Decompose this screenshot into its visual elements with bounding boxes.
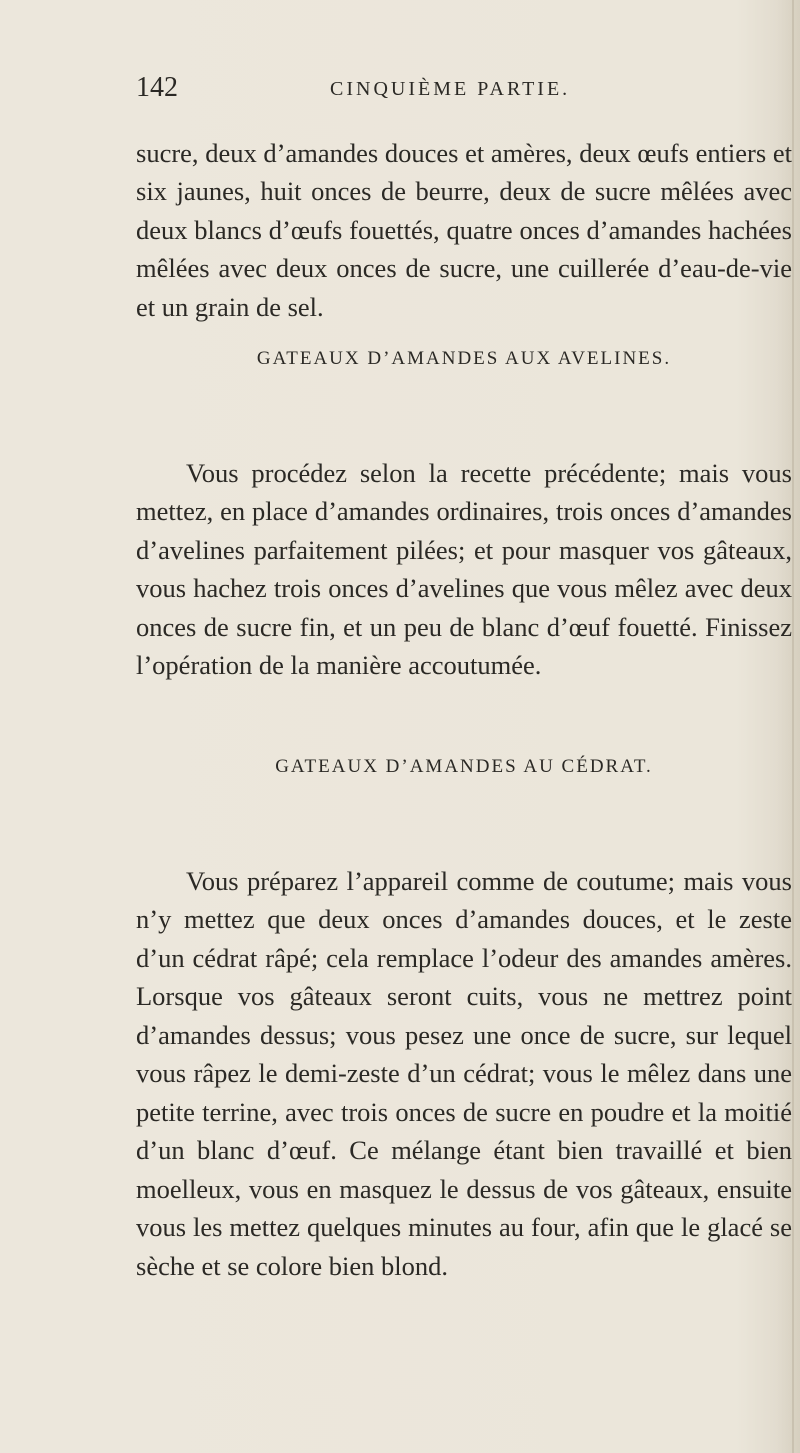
paragraph-continued: sucre, deux d’amandes douces et amères, deux œufs entiers et six jaunes, huit onces de beurre, deux de sucre mêlées avec deux blancs d’œufs fouettés, quatre onces d’amandes hachées mêlées avec deux onces de sucre, une cuillerée d’eau-de-vie et un grain de sel. xyxy=(136,137,792,322)
page-header xyxy=(136,72,796,112)
section-title-avelines: GATEAUX D’AMANDES AUX AVELINES. xyxy=(256,348,672,369)
page-number: 142 xyxy=(136,72,178,103)
page-edge xyxy=(792,0,794,1453)
section-text-cedrat: Vous préparez l’appareil comme de coutume; mais vous n’y mettez que deux onces d’amandes douces, et le zeste d’un cédrat râpé; cela remplace l’odeur des amandes amères. Lorsque vos gâteaux seront cuits, vous ne mettrez point d’amandes dessus; vous pesez une once de sucre, sur lequel vous râpez le demi-zeste d’un cédrat; vous le mêlez dans une petite terrine, avec trois onces de sucre en poudre et la moitié d’un blanc d’œuf. Ce mélange étant bien travaillé et bien moelleux, vous en masquez le dessus de vos gâteaux, ensuite vous les mettez quelques minutes au four, afin que le glacé se sèche et se colore bien blond. xyxy=(136,865,792,1281)
section-text-avelines: Vous procédez selon la recette précédente; mais vous mettez, en place d’amandes ordinaires, trois onces d’amandes d’avelines parfaitement pilées; et pour masquer vos gâteaux, vous hachez trois onces d’avelines que vous mêlez avec deux onces de sucre fin, et un peu de blanc d’œuf fouetté. Finissez l’opération de la manière accoutumée. xyxy=(136,457,792,680)
running-head: CINQUIÈME PARTIE. xyxy=(330,78,571,100)
section-title-cedrat: GATEAUX D’AMANDES AU CÉDRAT. xyxy=(275,756,653,777)
